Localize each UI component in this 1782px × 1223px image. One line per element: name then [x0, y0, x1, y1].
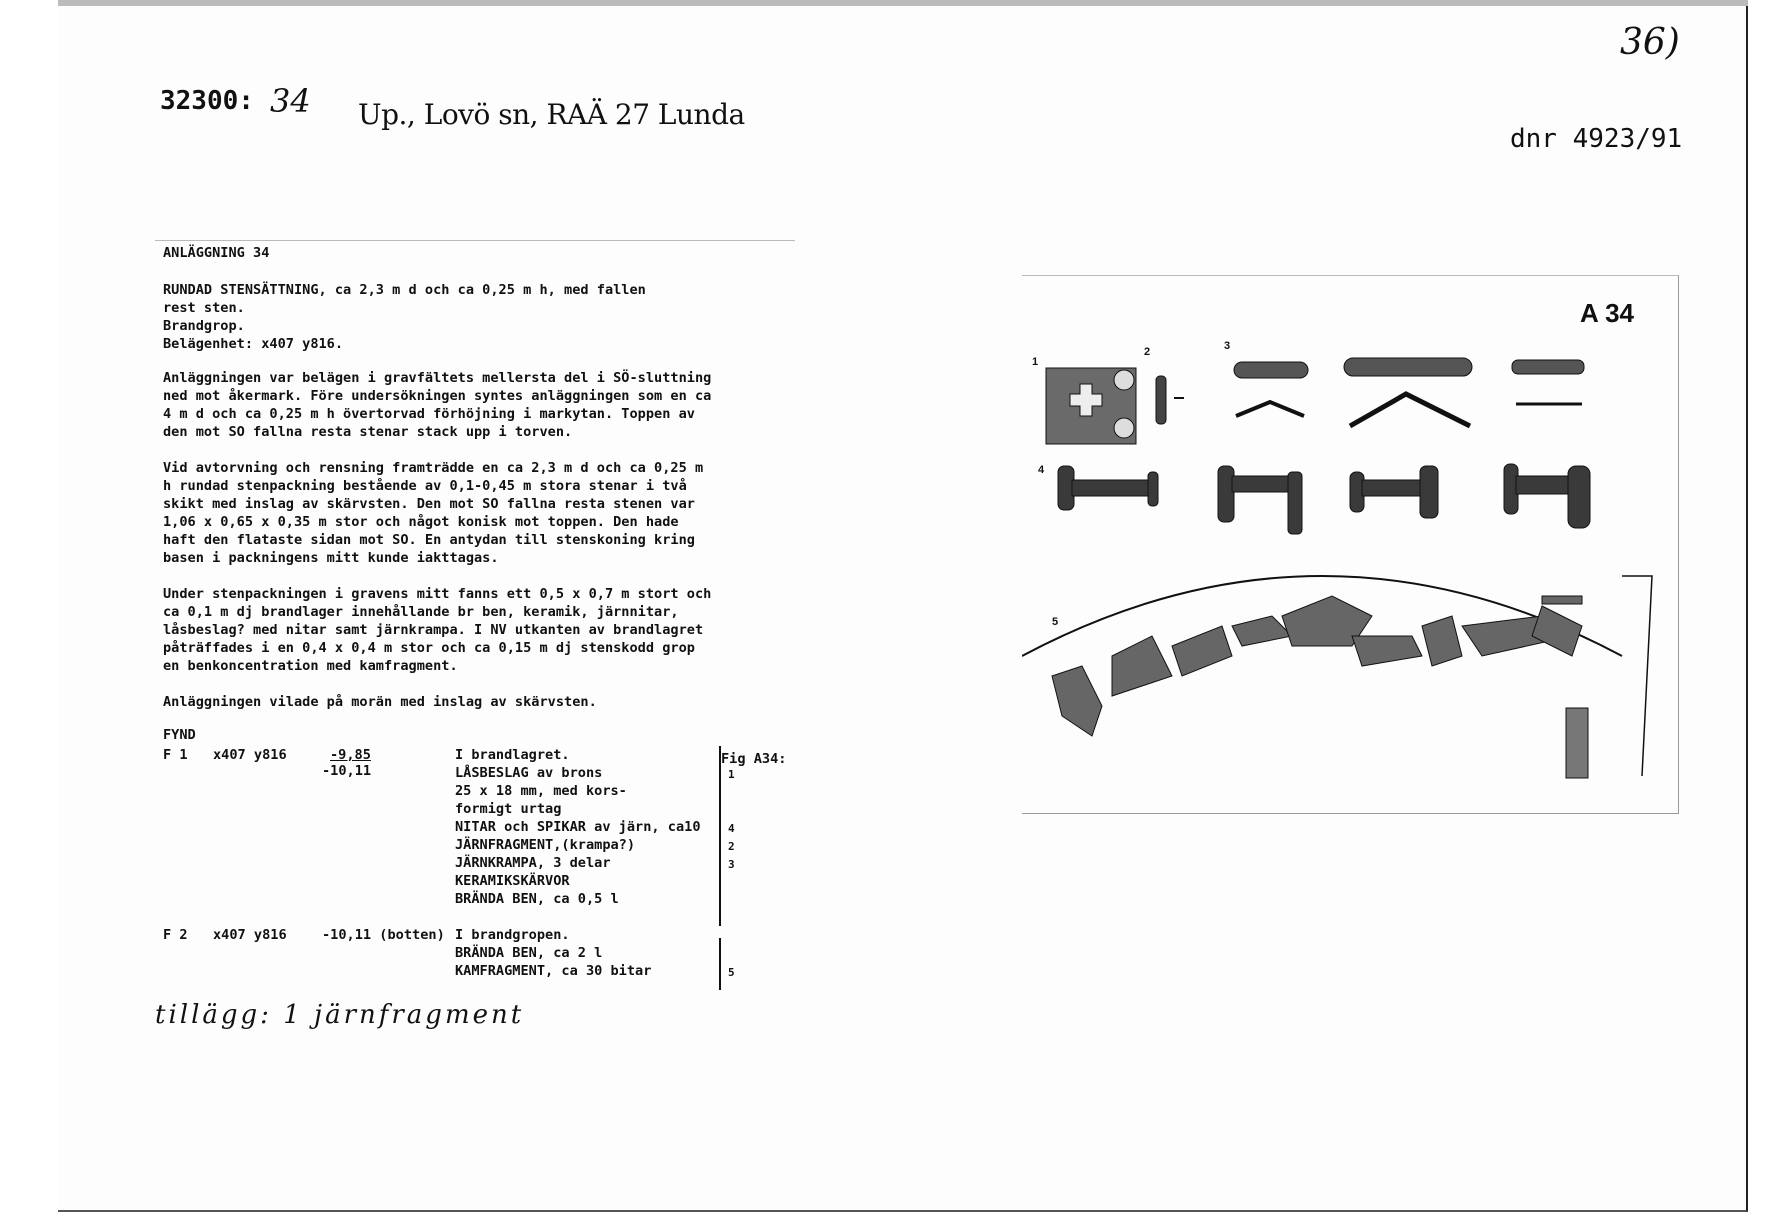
- fig-ref: 2: [728, 840, 735, 853]
- find-line: KERAMIKSKÄRVOR: [455, 873, 570, 889]
- text-line: Anläggningen var belägen i gravfältets mellersta del i SÖ-sluttning: [163, 370, 712, 386]
- description-block: [163, 281, 646, 353]
- fig-ref: 3: [728, 858, 735, 871]
- text-line: ca 0,1 m dj brandlager innehållande br ben, keramik, järnnitar,: [163, 604, 679, 620]
- figure-label: A 34: [1580, 298, 1634, 328]
- find-line: JÄRNKRAMPA, 3 delar: [455, 855, 611, 871]
- text-line: skikt med inslag av skärvsten. Den mot SO fallna resta stenen var: [163, 496, 695, 512]
- figure-number: 3: [1224, 340, 1231, 352]
- figure-number: 1: [1032, 356, 1039, 368]
- find-line: BRÄNDA BEN, ca 2 l: [455, 945, 603, 961]
- find-line: BRÄNDA BEN, ca 0,5 l: [455, 891, 619, 907]
- card-heading: ANLÄGGNING 34: [163, 245, 270, 261]
- find-id: F 2: [163, 927, 188, 943]
- find-line: NITAR och SPIKAR av järn, ca10: [455, 819, 701, 835]
- paragraph-findings: [163, 585, 711, 675]
- staple-drawings: [1234, 358, 1584, 426]
- text-line: en benkoncentration med kamfragment.: [163, 658, 458, 674]
- text-line: Anläggningen vilade på morän med inslag av skärvsten.: [163, 694, 597, 710]
- lock-plate-drawing: [1046, 368, 1136, 444]
- sheet-top-edge: [58, 0, 1748, 6]
- comb-fragment-drawings: [1022, 576, 1652, 778]
- figure-number: 2: [1144, 346, 1151, 358]
- text-line: basen i packningens mitt kunde iakttagas.: [163, 550, 499, 566]
- paragraph-excavation: [163, 459, 703, 567]
- registry-number: dnr 4923/91: [1510, 124, 1683, 154]
- find-line: formigt urtag: [455, 801, 562, 817]
- text-line: Under stenpackningen i gravens mitt fanns ett 0,5 x 0,7 m stort och: [163, 586, 712, 602]
- record-card: [155, 240, 795, 1001]
- scan-margin: [0, 0, 58, 1223]
- figure-number: 4: [1038, 464, 1045, 476]
- text-line: h rundad stenpackning bestående av 0,1-0,45 m stora stenar i två: [163, 478, 687, 494]
- text-line: Belägenhet: x407 y816.: [163, 336, 344, 352]
- find-depth-top: -9,85: [330, 747, 371, 763]
- text-line: RUNDAD STENSÄTTNING, ca 2,3 m d och ca 0,25 m h, med fallen: [163, 282, 646, 298]
- find-drawing-panel: [1022, 275, 1679, 814]
- paragraph-base: [163, 693, 597, 711]
- text-line: låsbeslag? med nitar samt järnkrampa. I NV utkanten av brandlagret: [163, 622, 704, 638]
- site-name: Up., Lovö sn, RAÄ 27 Lunda: [358, 98, 745, 131]
- rivet-drawings: [1058, 464, 1590, 534]
- find-line: I brandlagret.: [455, 747, 570, 763]
- find-line: LÅSBESLAG av brons: [455, 765, 603, 781]
- finds-heading: FYND: [163, 727, 196, 743]
- fig-ref: 1: [728, 768, 735, 781]
- page-mark: 36): [1620, 22, 1680, 63]
- figure-column-heading: Fig A34:: [721, 751, 787, 767]
- find-depth: -10,11 (botten): [322, 927, 445, 943]
- text-line: 4 m d och ca 0,25 m h övertorvad förhöjning i markytan. Toppen av: [163, 406, 695, 422]
- text-line: påträffades i en 0,4 x 0,4 m stor och ca 0,15 m dj stenskodd grop: [163, 640, 695, 656]
- column-divider: [719, 938, 721, 990]
- handwritten-number: 34: [270, 82, 311, 120]
- text-line: ned mot åkermark. Före undersökningen syntes anläggningen som en ca: [163, 388, 712, 404]
- handwritten-note: tillägg: 1 järnfragment: [155, 1000, 525, 1030]
- find-depth-bottom: -10,11: [322, 763, 372, 779]
- text-line: haft den flataste sidan mot SO. En antydan till stenskoning kring: [163, 532, 695, 548]
- paragraph-location: [163, 369, 711, 441]
- fig-ref: 5: [728, 966, 735, 979]
- catalogue-number: 32300:: [160, 86, 254, 116]
- text-line: den mot SO fallna resta stenar stack upp i torven.: [163, 424, 573, 440]
- text-line: 1,06 x 0,65 x 0,35 m stor och något konisk mot toppen. Den hade: [163, 514, 679, 530]
- find-coords: x407 y816: [213, 747, 287, 763]
- fig-ref: 4: [728, 822, 735, 835]
- text-line: Vid avtorvning och rensning framträdde en ca 2,3 m d och ca 0,25 m: [163, 460, 704, 476]
- find-line: I brandgropen.: [455, 927, 570, 943]
- find-coords: x407 y816: [213, 927, 287, 943]
- find-id: F 1: [163, 747, 188, 763]
- figure-number: 5: [1052, 616, 1059, 628]
- column-divider: [719, 746, 721, 926]
- find-line: KAMFRAGMENT, ca 30 bitar: [455, 963, 652, 979]
- find-line: JÄRNFRAGMENT,(krampa?): [455, 837, 636, 853]
- text-line: rest sten.: [163, 300, 245, 316]
- find-drawings: [1022, 276, 1678, 813]
- iron-fragment-drawing: [1156, 376, 1184, 424]
- text-line: Brandgrop.: [163, 318, 245, 334]
- find-line: 25 x 18 mm, med kors-: [455, 783, 627, 799]
